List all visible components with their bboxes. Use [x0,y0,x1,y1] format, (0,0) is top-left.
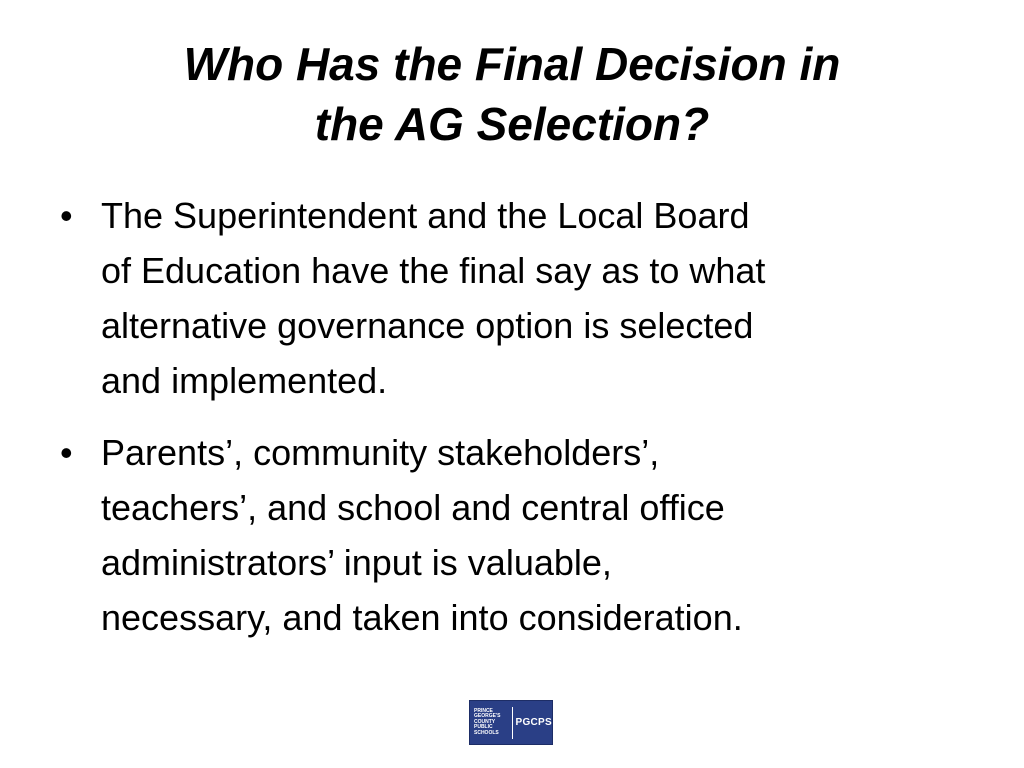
logo-text-line: GEORGE'S [474,713,501,720]
bullet-marker: • [60,195,73,236]
pgcps-logo [469,700,553,745]
bullet-text-line: alternative governance option is selected [101,305,754,346]
bullet-item [60,425,960,645]
logo-divider [512,707,513,739]
logo-text-line: SCHOOLS [474,729,499,736]
logo-acronym: PGCPS [515,717,552,728]
pgcps-logo-wordmark [470,709,510,737]
bullet-text-line: administrators’ input is valuable, [101,542,612,583]
slide-title-line: Who Has the Final Decision in [183,38,841,90]
slide-title [40,34,984,154]
bullet-item [60,188,960,408]
bullet-text-line: and implemented. [101,360,388,401]
bullet-text-line: teachers’, and school and central office [101,487,725,528]
bullet-text-line: The Superintendent and the Local Board [101,195,750,236]
bullet-text-line: of Education have the final say as to what [101,250,766,291]
bullet-text-line: Parents’, community stakeholders’, [101,432,660,473]
bullet-text-line: necessary, and taken into consideration. [101,597,743,638]
slide-title-line: the AG Selection? [314,98,710,150]
bullet-list [60,188,960,662]
bullet-marker: • [60,432,73,473]
logo-text-line: PUBLIC [474,724,493,731]
logo-text-line: COUNTY [474,718,496,725]
logo-text-line: PRINCE [474,707,493,714]
